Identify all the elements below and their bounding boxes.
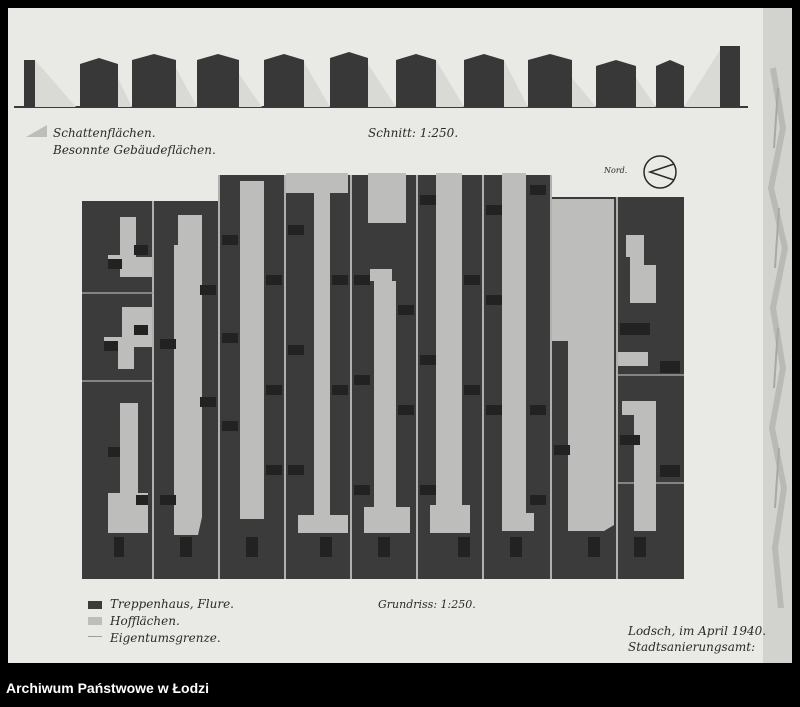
archive-name: Archiwum Państwowe w Łodzi xyxy=(6,680,210,696)
handwriting-strip xyxy=(763,8,792,663)
north-label: Nord. xyxy=(604,166,628,175)
legend-sunlit-label: Besonnte Gebäudeflächen. xyxy=(53,143,216,157)
archive-footer xyxy=(0,667,800,707)
legend-courts-label: Hofflächen. xyxy=(110,614,180,628)
legend-shadow-label: Schattenflächen. xyxy=(53,126,156,140)
shadow-swatch xyxy=(26,124,48,138)
property-line-swatch xyxy=(88,636,102,637)
cross-section-drawing xyxy=(14,38,748,110)
legend-stairs-label: Treppenhaus, Flure. xyxy=(110,597,234,611)
place-date: Lodsch, im April 1940. xyxy=(628,624,767,638)
stairs-swatch xyxy=(88,601,102,609)
margin-strip xyxy=(763,8,792,663)
court-swatch xyxy=(88,617,102,625)
plan-title: Grundriss: 1:250. xyxy=(378,598,476,611)
section-title: Schnitt: 1:250. xyxy=(368,126,459,140)
office-label: Stadtsanierungsamt: xyxy=(628,640,756,654)
legend-property-label: Eigentumsgrenze. xyxy=(110,631,221,645)
ground-plan-drawing xyxy=(74,165,686,580)
